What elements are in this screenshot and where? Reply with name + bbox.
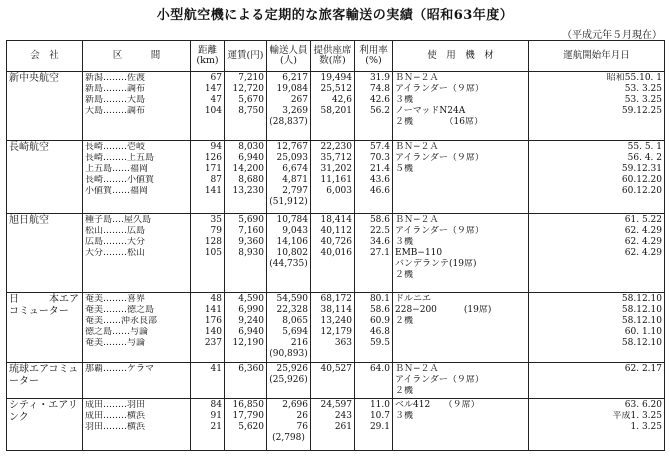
header-load-factor: 利用率(%) — [355, 41, 393, 72]
start-date-value: 63. 6.20 — [624, 400, 662, 410]
seats-cell — [311, 399, 355, 451]
fare-value: 5,690 — [238, 215, 264, 225]
company-row — [7, 141, 665, 214]
load-cell — [355, 399, 393, 451]
seats-value: 42,6 — [331, 95, 352, 105]
aircraft-line: アイランダー（９席） — [395, 84, 484, 94]
passenger-value: 22,328 — [276, 305, 308, 315]
load-factor-value: 10.7 — [369, 411, 390, 421]
start-date-cell — [529, 293, 665, 363]
fare-value: 17,790 — [232, 411, 264, 421]
passenger-value: 26 — [296, 411, 308, 421]
load-factor-value: 57.4 — [369, 142, 390, 152]
load-factor-value: 27.1 — [369, 248, 390, 258]
route-cell — [83, 363, 191, 399]
aircraft-line: アイランダー（９席） — [395, 375, 484, 385]
load-factor-value: 46.6 — [369, 186, 390, 196]
start-date-cell — [529, 363, 665, 399]
fare-value: 13,230 — [232, 186, 264, 196]
passengers-cell — [267, 72, 311, 141]
start-date-line — [531, 142, 662, 153]
passengers-cell — [267, 293, 311, 363]
distance-value: 67 — [210, 73, 222, 83]
load-factor-value: 46.8 — [369, 327, 390, 337]
start-date-line — [531, 316, 662, 327]
route-name: 奄美‥‥‥‥喜界 — [85, 294, 146, 304]
fare-value: 9,240 — [238, 316, 264, 326]
distance-value: 237 — [204, 338, 222, 348]
route-cell — [83, 293, 191, 363]
seats-cell — [311, 214, 355, 293]
fare-value: 6,990 — [238, 305, 264, 315]
start-date-value: 58.12.10 — [621, 338, 662, 348]
distance-value: 84 — [210, 400, 222, 410]
company-name: 長崎航空 — [9, 142, 49, 153]
passengers-total: (2,798) — [272, 433, 305, 443]
company-cell — [7, 141, 83, 214]
seats-value: 40,112 — [320, 226, 352, 236]
load-cell — [355, 72, 393, 141]
seats-value: 40,726 — [320, 237, 352, 247]
load-factor-value: 64.0 — [369, 364, 390, 374]
distance-cell — [191, 72, 225, 141]
route-name: 新島‥‥‥‥調布 — [85, 84, 146, 94]
start-date-value: 60.12.20 — [621, 175, 662, 185]
distance-value: 105 — [204, 248, 222, 258]
load-factor-value: 74.8 — [369, 84, 390, 94]
start-date-line — [531, 175, 662, 186]
start-date-value: 56. 4. 2 — [627, 153, 662, 163]
header-row — [7, 41, 665, 72]
fare-value: 7,160 — [238, 226, 264, 236]
aircraft-line: ＢＮ−２Ａ — [395, 215, 439, 225]
load-factor-value: 80.1 — [369, 294, 390, 304]
company-cell — [7, 399, 83, 451]
passengers-cell — [267, 214, 311, 293]
aircraft-cell — [393, 399, 529, 451]
start-date-line — [531, 305, 662, 316]
fare-value: 5,670 — [238, 95, 264, 105]
seats-value: 6,003 — [326, 186, 352, 196]
aircraft-line: 228−200 (19席) — [395, 305, 492, 315]
fare-value: 8,930 — [238, 248, 264, 258]
start-date-cell — [529, 141, 665, 214]
load-factor-value: 31.9 — [369, 73, 390, 83]
start-date-value: 53. 3.25 — [624, 84, 662, 94]
load-factor-value: 42.6 — [369, 95, 390, 105]
distance-value: 87 — [210, 175, 222, 185]
distance-value: 128 — [204, 237, 222, 247]
passenger-value: 2,696 — [282, 400, 308, 410]
start-date-line — [531, 215, 662, 226]
start-date-value: 62. 4.29 — [624, 226, 662, 236]
load-factor-value: 22.5 — [369, 226, 390, 236]
aircraft-line: ベル412 （９席） — [395, 400, 480, 410]
start-date-value: 1. 3.25 — [630, 422, 662, 432]
aircraft-line: ＢＮ−２Ａ — [395, 364, 439, 374]
load-cell — [355, 363, 393, 399]
start-date-value: 59.12.31 — [621, 164, 662, 174]
passengers-cell — [267, 363, 311, 399]
company-name: 新中央航空 — [9, 73, 59, 84]
fare-value: 12,720 — [232, 84, 264, 94]
header-start-date: 運航開始年月日 — [529, 41, 665, 72]
company-row — [7, 293, 665, 363]
passenger-value: 8,065 — [282, 316, 308, 326]
distance-value: 47 — [210, 95, 222, 105]
company-row — [7, 72, 665, 141]
start-date-line — [531, 338, 662, 349]
start-date-value: 62. 2.17 — [624, 364, 662, 374]
start-date-value: 60.12.20 — [621, 186, 662, 196]
seats-value: 68,172 — [320, 294, 352, 304]
aircraft-line: ノーマッドN24A — [395, 106, 466, 116]
company-row — [7, 399, 665, 451]
aircraft-line: ２機 — [395, 386, 414, 396]
load-factor-value: 11.0 — [369, 400, 390, 410]
passenger-value: 76 — [296, 422, 308, 432]
company-name: 日 本エアコミューター — [9, 294, 79, 317]
start-date-cell — [529, 214, 665, 293]
load-cell — [355, 141, 393, 214]
seats-value: 40,016 — [320, 248, 352, 258]
fare-cell — [225, 72, 267, 141]
seats-value: 363 — [334, 338, 352, 348]
passengers-cell — [267, 399, 311, 451]
seats-value: 38,114 — [320, 305, 352, 315]
route-name: 新潟‥‥‥‥佐渡 — [85, 73, 146, 83]
route-name: 松山‥‥‥‥広島 — [85, 226, 146, 236]
start-date-line — [531, 375, 662, 386]
route-name: 新島‥‥‥‥大島 — [85, 95, 146, 105]
fare-value: 9,360 — [238, 237, 264, 247]
route-cell — [83, 214, 191, 293]
company-cell — [7, 214, 83, 293]
fare-value: 4,590 — [238, 294, 264, 304]
company-row — [7, 214, 665, 293]
aircraft-line: ２機 — [395, 316, 414, 326]
route-name: 長崎‥‥‥‥壱岐 — [85, 142, 146, 152]
start-date-line — [531, 327, 662, 338]
seats-value: 24,597 — [320, 400, 352, 410]
distance-value: 126 — [204, 153, 222, 163]
seats-value: 58,201 — [320, 106, 352, 116]
fare-value: 6,940 — [238, 327, 264, 337]
company-cell — [7, 293, 83, 363]
passenger-value: 25,093 — [276, 153, 308, 163]
start-date-line — [531, 364, 662, 375]
passengers-total: (90,893) — [269, 349, 308, 359]
passenger-value: 19,084 — [276, 84, 308, 94]
passengers-total: (51,912) — [269, 197, 308, 207]
start-date-line — [531, 411, 662, 422]
era-label: 平成 — [612, 411, 631, 421]
start-date-cell — [529, 72, 665, 141]
start-date-value: 62. 4.29 — [624, 248, 662, 258]
distance-value: 147 — [204, 84, 222, 94]
seats-value: 31,202 — [320, 164, 352, 174]
transport-table — [6, 40, 665, 451]
route-cell — [83, 399, 191, 451]
header-aircraft: 使 用 機 材 — [393, 41, 529, 72]
fare-value: 12,190 — [232, 338, 264, 348]
start-date-line — [531, 164, 662, 175]
start-date-value: 55. 5. 1 — [627, 142, 662, 152]
route-cell — [83, 72, 191, 141]
start-date-line — [531, 248, 662, 259]
route-name: 成田‥‥‥‥羽田 — [85, 400, 146, 410]
distance-value: 140 — [204, 327, 222, 337]
load-factor-value: 29.1 — [369, 422, 390, 432]
start-date-line — [531, 400, 662, 411]
load-cell — [355, 293, 393, 363]
company-name: シティ・エアリンク — [9, 400, 78, 423]
distance-value: 141 — [204, 305, 222, 315]
aircraft-line: ドルニエ — [395, 294, 432, 304]
aircraft-line — [395, 175, 526, 186]
seats-value: 13,240 — [320, 316, 352, 326]
load-factor-value: 21.4 — [369, 164, 390, 174]
distance-value: 104 — [204, 106, 222, 116]
distance-cell — [191, 363, 225, 399]
start-date-value: 58.12.10 — [621, 294, 662, 304]
seats-value: 19,494 — [320, 73, 352, 83]
start-date-line — [531, 294, 662, 305]
route-name: 成田‥‥‥‥横浜 — [85, 411, 146, 421]
route-name: 奄美‥‥‥‥徳之島 — [85, 305, 155, 315]
aircraft-cell — [393, 72, 529, 141]
aircraft-line: ３機 — [395, 411, 414, 421]
load-factor-value: 70.3 — [369, 153, 390, 163]
seats-cell — [311, 72, 355, 141]
seats-value: 18,414 — [320, 215, 352, 225]
route-name: 奄美‥‥‥‥与論 — [85, 338, 146, 348]
load-factor-value: 60.9 — [369, 316, 390, 326]
passenger-value: 2,797 — [282, 186, 308, 196]
route-name: 那覇‥‥‥‥ケラマ — [85, 364, 155, 374]
fare-cell — [225, 214, 267, 293]
start-date-value: 55.10. 1 — [624, 73, 662, 83]
passenger-value: 25,926 — [276, 364, 308, 374]
distance-value: 21 — [210, 422, 222, 432]
start-date-line — [531, 117, 662, 128]
start-date-cell — [529, 399, 665, 451]
passenger-value: 14,106 — [276, 237, 308, 247]
load-cell — [355, 214, 393, 293]
seats-value: 243 — [334, 411, 352, 421]
load-factor-value: 34.6 — [369, 237, 390, 247]
company-name: 旭日航空 — [9, 215, 49, 226]
fare-value: 16,850 — [232, 400, 264, 410]
start-date-line — [531, 259, 662, 270]
seats-cell — [311, 363, 355, 399]
fare-cell — [225, 399, 267, 451]
passenger-value: 54,590 — [276, 294, 308, 304]
header-fare: 運賃(円) — [225, 41, 267, 72]
start-date-line — [531, 153, 662, 164]
route-name: 小値賀‥‥‥福岡 — [85, 186, 149, 196]
route-name: 奄美‥‥‥沖永良部 — [85, 316, 158, 326]
passenger-value: 267 — [290, 95, 308, 105]
fare-value: 8,680 — [238, 175, 264, 185]
era-label: 昭和 — [606, 73, 625, 83]
passengers-total: (25,926) — [269, 375, 308, 385]
as-of-date: （平成元年５月現在） — [562, 30, 662, 41]
start-date-value: 58.12.10 — [621, 305, 662, 315]
start-date-line — [531, 270, 662, 281]
passenger-value: 9,043 — [282, 226, 308, 236]
seats-value: 12,179 — [320, 327, 352, 337]
distance-value: 79 — [210, 226, 222, 236]
seats-value: 22,230 — [320, 142, 352, 152]
route-name: 広島‥‥‥‥大分 — [85, 237, 146, 247]
seats-value: 261 — [334, 422, 352, 432]
distance-value: 171 — [204, 164, 222, 174]
start-date-line — [531, 422, 662, 433]
seats-cell — [311, 293, 355, 363]
header-route: 区 間 — [83, 41, 191, 72]
aircraft-cell — [393, 363, 529, 399]
start-date-value: 62. 4.29 — [624, 237, 662, 247]
header-distance: 距離(km) — [191, 41, 225, 72]
seats-value: 25,512 — [320, 84, 352, 94]
fare-value: 6,940 — [238, 153, 264, 163]
start-date-value: 58.12.10 — [621, 316, 662, 326]
aircraft-line: アイランダー（９席） — [395, 153, 484, 163]
passenger-value: 6,674 — [282, 164, 308, 174]
passengers-total: (28,837) — [269, 117, 308, 127]
header-seats: 提供座席数(席) — [311, 41, 355, 72]
distance-cell — [191, 399, 225, 451]
aircraft-line: ２機 （16席） — [395, 117, 483, 127]
load-factor-value: 43.6 — [369, 175, 390, 185]
start-date-value: 59.12.25 — [621, 106, 662, 116]
aircraft-cell — [393, 293, 529, 363]
start-date-line — [531, 186, 662, 197]
passenger-value: 5,694 — [282, 327, 308, 337]
fare-value: 14,200 — [232, 164, 264, 174]
passengers-total: (44,735) — [269, 259, 308, 269]
aircraft-line: ５機 — [395, 164, 414, 174]
start-date-value: 61. 5.22 — [624, 215, 662, 225]
start-date-line — [531, 237, 662, 248]
fare-value: 7,210 — [238, 73, 264, 83]
route-name: 長崎‥‥‥‥小値賀 — [85, 175, 155, 185]
load-factor-value: 56.2 — [369, 106, 390, 116]
load-factor-value: 58.6 — [369, 215, 390, 225]
aircraft-line: バンデランテ(19席) — [395, 259, 477, 269]
start-date-line — [531, 226, 662, 237]
aircraft-line: ３機 — [395, 95, 414, 105]
fare-value: 8,750 — [238, 106, 264, 116]
distance-cell — [191, 214, 225, 293]
aircraft-line: ２機 — [395, 270, 414, 280]
company-row — [7, 363, 665, 399]
passenger-value: 216 — [290, 338, 308, 348]
route-name: 長崎‥‥‥‥上五島 — [85, 153, 155, 163]
start-date-value: 60. 1.10 — [624, 327, 662, 337]
route-cell — [83, 141, 191, 214]
header-passengers: 輸送人員(人) — [267, 41, 311, 72]
passenger-value: 4,871 — [282, 175, 308, 185]
distance-value: 48 — [210, 294, 222, 304]
route-name: 上五島‥‥‥福岡 — [85, 164, 149, 174]
aircraft-line: ３機 — [395, 237, 414, 247]
route-name: 徳之島‥‥‥与論 — [85, 327, 149, 337]
company-cell — [7, 363, 83, 399]
start-date-line — [531, 95, 662, 106]
seats-cell — [311, 141, 355, 214]
company-cell — [7, 72, 83, 141]
passenger-value: 12,767 — [276, 142, 308, 152]
distance-cell — [191, 293, 225, 363]
route-name: 種子島‥‥屋久島 — [85, 215, 152, 225]
fare-value: 6,360 — [238, 364, 264, 374]
distance-cell — [191, 141, 225, 214]
route-name: 羽田‥‥‥‥横浜 — [85, 422, 146, 432]
seats-value: 11,161 — [320, 175, 352, 185]
company-name: 琉球エアコミューター — [9, 364, 79, 387]
start-date-line — [531, 84, 662, 95]
aircraft-line — [395, 338, 526, 349]
route-name: 大島‥‥‥‥調布 — [85, 106, 146, 116]
distance-value: 176 — [204, 316, 222, 326]
distance-value: 35 — [210, 215, 222, 225]
distance-value: 91 — [210, 411, 222, 421]
aircraft-line — [395, 186, 526, 197]
passenger-value: 10,784 — [276, 215, 308, 225]
distance-value: 41 — [210, 364, 222, 374]
start-date-value: 53. 3.25 — [624, 95, 662, 105]
aircraft-line: アイランダー（９席） — [395, 226, 484, 236]
passenger-value: 6,217 — [282, 73, 308, 83]
fare-cell — [225, 141, 267, 214]
aircraft-cell — [393, 214, 529, 293]
fare-cell — [225, 363, 267, 399]
seats-value: 40,527 — [320, 364, 352, 374]
aircraft-cell — [393, 141, 529, 214]
distance-value: 141 — [204, 186, 222, 196]
seats-value: 35,712 — [320, 153, 352, 163]
distance-value: 94 — [210, 142, 222, 152]
fare-value: 8,030 — [238, 142, 264, 152]
route-name: 大分‥‥‥‥松山 — [85, 248, 146, 258]
aircraft-line: ＢＮ−２Ａ — [395, 73, 439, 83]
aircraft-line — [395, 327, 526, 338]
start-date-line — [531, 106, 662, 117]
passenger-value: 10,802 — [276, 248, 308, 258]
start-date-value: 1. 3.25 — [630, 411, 662, 421]
passenger-value: 3,269 — [282, 106, 308, 116]
load-factor-value: 59.5 — [369, 338, 390, 348]
aircraft-line: EMB−110 — [395, 248, 443, 258]
start-date-line — [531, 73, 662, 84]
fare-cell — [225, 293, 267, 363]
passengers-cell — [267, 141, 311, 214]
header-company: 会 社 — [7, 41, 83, 72]
fare-value: 5,620 — [238, 422, 264, 432]
load-factor-value: 58.6 — [369, 305, 390, 315]
aircraft-line: ＢＮ−２Ａ — [395, 142, 439, 152]
page-title: 小型航空機による定期的な旅客輸送の実績（昭和63年度） — [156, 8, 514, 23]
